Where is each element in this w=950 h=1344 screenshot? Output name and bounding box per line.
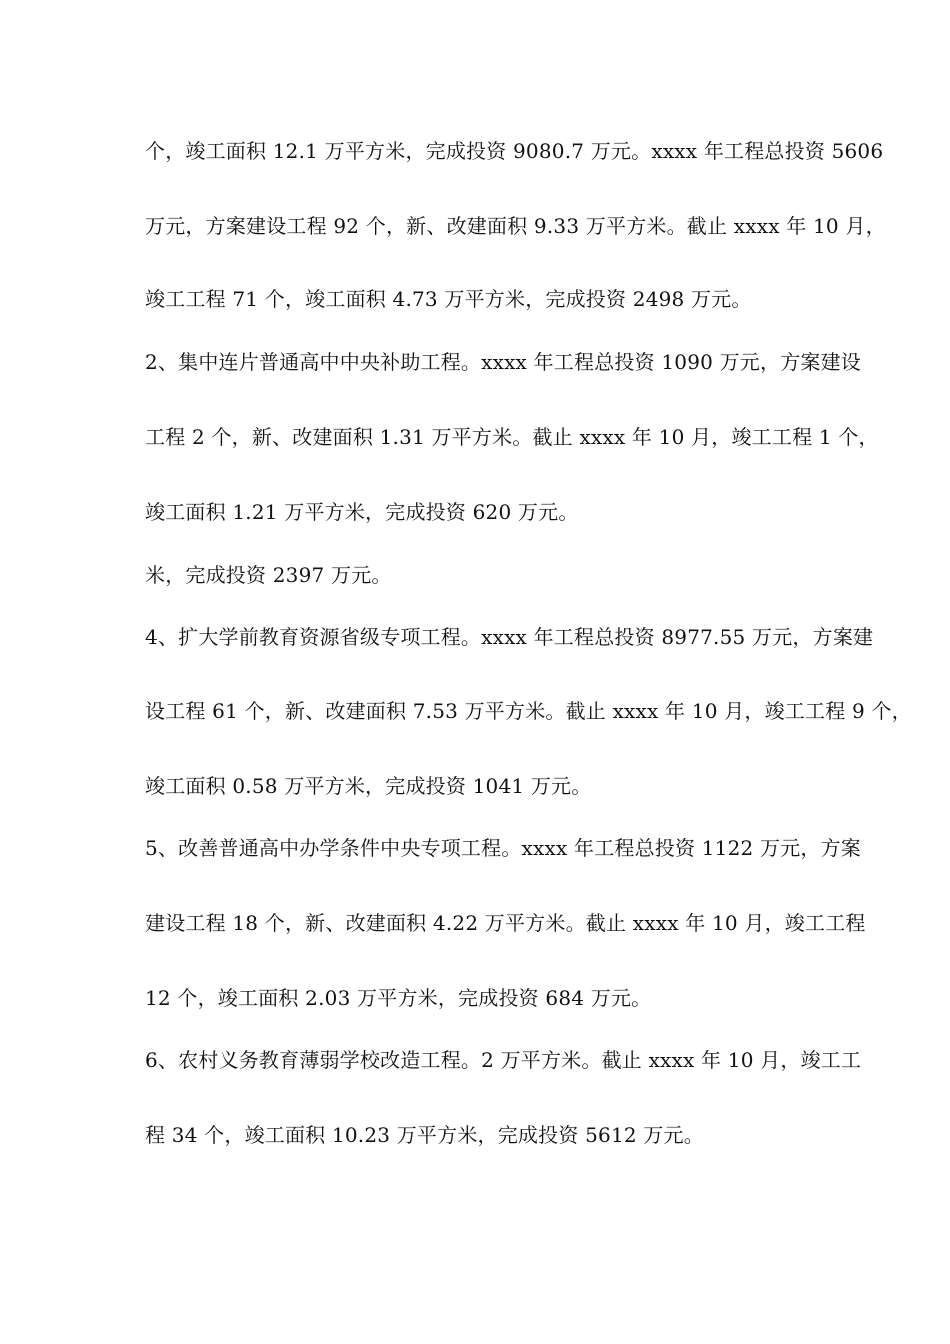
- text-line: 建设工程 18 个，新、改建面积 4.22 万平方米。截止 xxxx 年 10 月，竣工工程: [145, 911, 866, 935]
- text-line: 程 34 个，竣工面积 10.23 万平方米，完成投资 5612 万元。: [145, 1123, 704, 1147]
- text-line: 12 个，竣工面积 2.03 万平方米，完成投资 684 万元。: [145, 986, 652, 1010]
- text-line: 竣工面积 1.21 万平方米，完成投资 620 万元。: [145, 500, 579, 524]
- text-line: 设工程 61 个，新、改建面积 7.53 万平方米。截止 xxxx 年 10 月，竣工工程 9 个，: [145, 699, 912, 723]
- text-line: 万元，方案建设工程 92 个，新、改建面积 9.33 万平方米。截止 xxxx 年 10 月，: [145, 214, 886, 238]
- text-line: 工程 2 个，新、改建面积 1.31 万平方米。截止 xxxx 年 10 月，竣工工程 1 个，: [145, 425, 879, 449]
- text-line: 竣工工程 71 个，竣工面积 4.73 万平方米，完成投资 2498 万元。: [145, 287, 752, 311]
- text-line: 竣工面积 0.58 万平方米，完成投资 1041 万元。: [145, 774, 592, 798]
- text-line: 5、改善普通高中办学条件中央专项工程。xxxx 年工程总投资 1122 万元，方案: [145, 836, 862, 860]
- text-line: 4、扩大学前教育资源省级专项工程。xxxx 年工程总投资 8977.55 万元，方案建: [145, 625, 874, 649]
- text-line: 2、集中连片普通高中中央补助工程。xxxx 年工程总投资 1090 万元，方案建设: [145, 350, 862, 374]
- text-line: 个，竣工面积 12.1 万平方米，完成投资 9080.7 万元。xxxx 年工程总投资 5606: [145, 139, 884, 163]
- text-line: 米，完成投资 2397 万元。: [145, 563, 392, 587]
- text-line: 6、农村义务教育薄弱学校改造工程。2 万平方米。截止 xxxx 年 10 月，竣工工: [145, 1048, 862, 1072]
